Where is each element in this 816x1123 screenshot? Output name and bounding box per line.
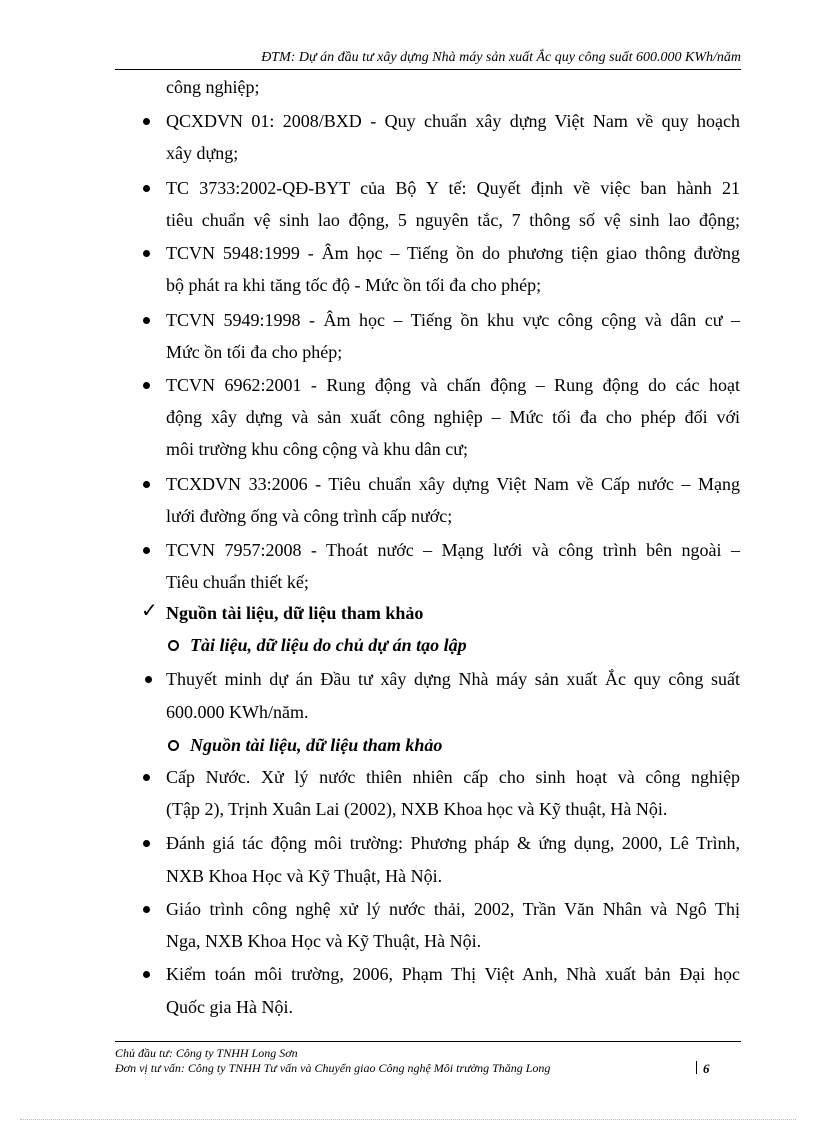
standard-item-4-line2: Mức ồn tối đa cho phép;: [166, 342, 343, 362]
page-header-title: ĐTM: Dự án đầu tư xây dựng Nhà máy sản xuất Ắc quy công suất 600.000 KWh/năm: [261, 50, 741, 65]
standard-item-6-line2: lưới đường ống và công trình cấp nước;: [166, 506, 453, 526]
circle-bullet-icon: [168, 740, 179, 751]
bullet-icon: [143, 118, 150, 125]
page-number-separator: [696, 1061, 697, 1074]
reference-item-2-line1: Đánh giá tác động môi trường: Phương pháp & ứng dụng, 2000, Lê Trình,: [166, 833, 740, 853]
reference-item-3-line2: Nga, NXB Khoa Học và Kỹ Thuật, Hà Nội.: [166, 931, 482, 951]
bullet-icon: [145, 676, 152, 683]
reference-item-4-line1: Kiểm toán môi trường, 2006, Phạm Thị Việt Anh, Nhà xuất bản Đại học: [166, 964, 740, 984]
page-bottom-border: [20, 1119, 796, 1120]
bullet-icon: [143, 840, 150, 847]
standard-item-7-line2: Tiêu chuẩn thiết kế;: [166, 572, 309, 592]
footer-consultant: Đơn vị tư vấn: Công ty TNHH Tư vấn và Chuyển giao Công nghệ Môi trường Thăng Long: [115, 1061, 551, 1075]
bullet-icon: [143, 317, 150, 324]
circle-bullet-icon: [168, 640, 179, 651]
standard-item-5-line2: động xây dựng và sản xuất công nghiệp – Mức tối đa cho phép đối với: [166, 407, 740, 427]
footer-owner: Chủ đầu tư: Công ty TNHH Long Sơn: [115, 1046, 298, 1060]
subheading-reference-data: Nguồn tài liệu, dữ liệu tham khảo: [190, 735, 443, 755]
standard-item-2-line2: tiêu chuẩn vệ sinh lao động, 5 nguyên tắc, 7 thông số vệ sinh lao động;: [166, 210, 740, 230]
owner-doc-item-1-line1: Thuyết minh dự án Đầu tư xây dựng Nhà máy sản xuất Ắc quy công suất: [166, 669, 740, 689]
standard-item-5-line1: TCVN 6962:2001 - Rung động và chấn động – Rung động do các hoạt: [166, 375, 740, 395]
reference-item-1-line1: Cấp Nước. Xử lý nước thiên nhiên cấp cho sinh hoạt và công nghiệp: [166, 767, 740, 787]
bullet-icon: [143, 481, 150, 488]
bullet-icon: [143, 774, 150, 781]
page-number: 6: [703, 1061, 710, 1076]
checkmark-icon: ✓: [141, 598, 158, 622]
standard-item-6-line1: TCXDVN 33:2006 - Tiêu chuẩn xây dựng Việt Nam về Cấp nước – Mạng: [166, 474, 740, 494]
subheading-owner-data: Tài liệu, dữ liệu do chủ dự án tạo lập: [190, 635, 467, 655]
standard-item-3-line2: bộ phát ra khi tăng tốc độ - Mức ồn tối đa cho phép;: [166, 275, 542, 295]
bullet-icon: [143, 906, 150, 913]
standard-item-4-line1: TCVN 5949:1998 - Âm học – Tiếng ồn khu vực công cộng và dân cư –: [166, 310, 740, 330]
bullet-icon: [143, 971, 150, 978]
header-divider: [115, 69, 741, 70]
standard-item-5-line3: môi trường khu công cộng và khu dân cư;: [166, 439, 468, 459]
continuation-text: công nghiệp;: [166, 77, 260, 97]
standard-item-1-line1: QCXDVN 01: 2008/BXD - Quy chuẩn xây dựng Việt Nam về quy hoạch: [166, 111, 740, 131]
owner-doc-item-1-line2: 600.000 KWh/năm.: [166, 702, 309, 722]
reference-item-4-line2: Quốc gia Hà Nội.: [166, 997, 293, 1017]
reference-item-2-line2: NXB Khoa Học và Kỹ Thuật, Hà Nội.: [166, 866, 443, 886]
bullet-icon: [143, 382, 150, 389]
reference-item-3-line1: Giáo trình công nghệ xử lý nước thải, 2002, Trần Văn Nhân và Ngô Thị: [166, 899, 740, 919]
reference-item-1-line2: (Tập 2), Trịnh Xuân Lai (2002), NXB Khoa học và Kỹ thuật, Hà Nội.: [166, 799, 668, 819]
bullet-icon: [143, 250, 150, 257]
bullet-icon: [143, 185, 150, 192]
standard-item-7-line1: TCVN 7957:2008 - Thoát nước – Mạng lưới và công trình bên ngoài –: [166, 540, 740, 560]
standard-item-1-line2: xây dựng;: [166, 143, 239, 163]
section-heading: Nguồn tài liệu, dữ liệu tham khảo: [166, 603, 424, 623]
standard-item-3-line1: TCVN 5948:1999 - Âm học – Tiếng ồn do phương tiện giao thông đường: [166, 243, 740, 263]
bullet-icon: [143, 547, 150, 554]
footer-divider: [115, 1041, 741, 1042]
standard-item-2-line1: TC 3733:2002-QĐ-BYT của Bộ Y tế: Quyết định về việc ban hành 21: [166, 178, 740, 198]
